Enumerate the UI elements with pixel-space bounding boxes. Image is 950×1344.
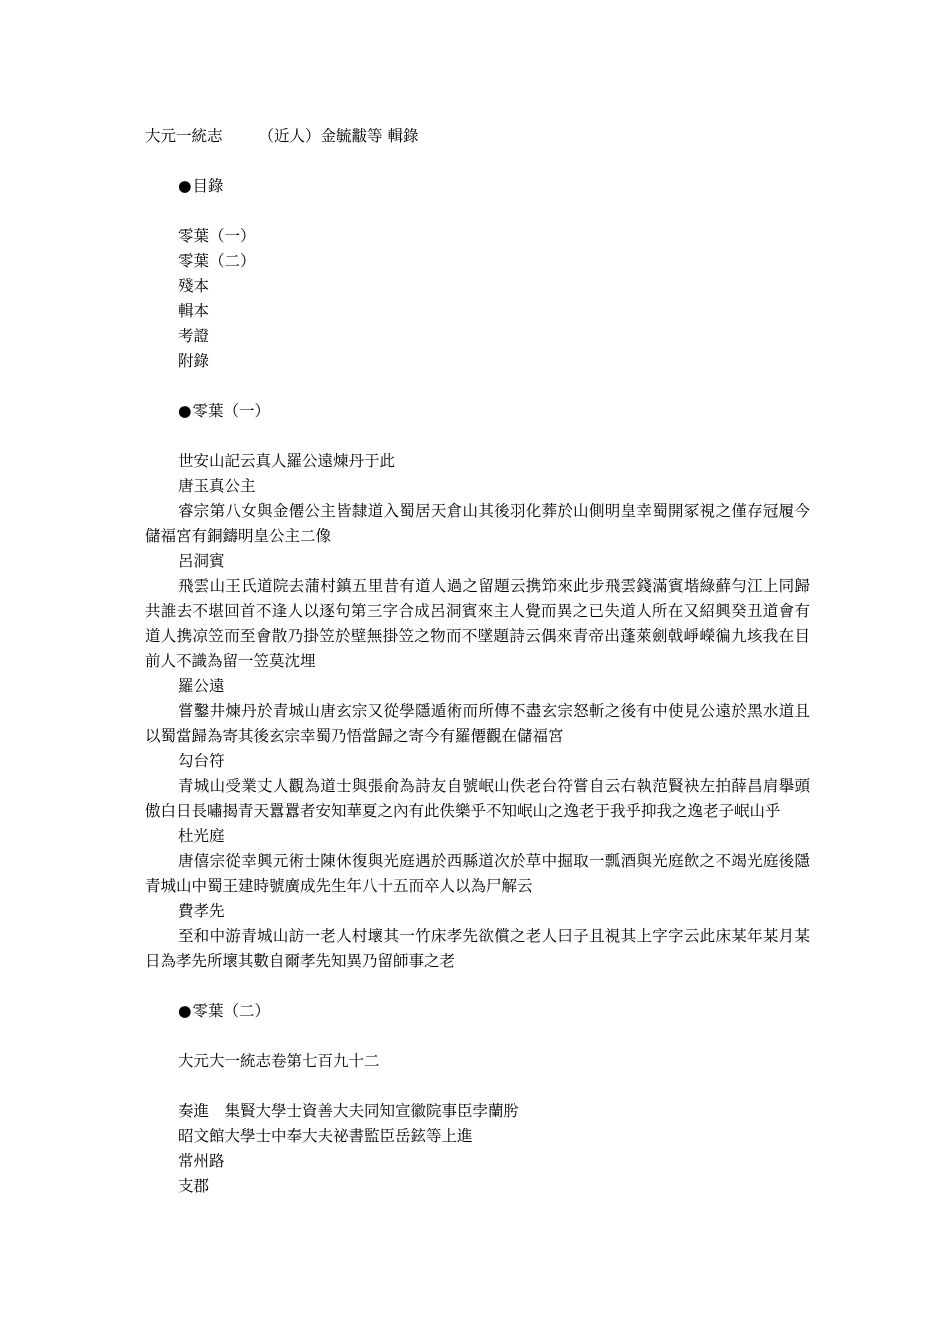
section1-heading: ●零葉（一） (145, 399, 810, 424)
volume-line: 大元大一統志卷第七百九十二 (178, 1052, 380, 1070)
toc-item[interactable]: 考證 (178, 327, 210, 345)
bullet-icon: ● (178, 1002, 192, 1020)
entry-text: 至和中游青城山訪一老人村壞其一竹床孝先欲償之老人曰子且視其上字字云此床某年某月某日為孝先所壞其數自爾孝先知異乃留師事之老 (145, 927, 810, 970)
section1-intro: 世安山記云真人羅公遠煉丹于此 (178, 452, 396, 470)
toc-item[interactable]: 零葉（一） (178, 227, 256, 245)
entry-name: 呂洞賓 (178, 552, 225, 570)
entry-name: 費孝先 (178, 902, 225, 920)
book-title: 大元一統志 (145, 127, 223, 145)
section2-line: 支郡 (178, 1177, 210, 1195)
toc-item[interactable]: 零葉（二） (178, 252, 256, 270)
entry-text: 嘗鑿井煉丹於青城山唐玄宗又從學隱遁術而所傳不盡玄宗怒斬之後有中使見公遠於黑水道且以蜀當歸為寄其後玄宗幸蜀乃悟當歸之寄今有羅僊觀在儲福宮 (145, 702, 810, 745)
bullet-icon: ● (178, 177, 192, 195)
section2-line: 奏進 集賢大學士資善大夫同知宣徽院事臣孛蘭肹 (178, 1102, 520, 1120)
entry-text: 飛雲山王氏道院去蒲村鎮五里昔有道人過之留題云携笻來此步飛雲錢滿賓堦綠蘚勻江上同歸共誰去不堪回首不逢人以逐句第三字合成呂洞賓來主人覺而異之已失道人所在又紹興癸丑道會有道人携凉笠而至會散乃掛笠於壁無掛笠之物而不墜題詩云偶來青帝出蓬萊劍戟崢嶸徧九垓我在目前人不識為留一笠莫沈埋 (145, 577, 810, 670)
entry-text: 唐僖宗從幸興元術士陳休復與光庭遇於西縣道次於草中掘取一瓢酒與光庭飲之不竭光庭後隱青城山中蜀王建時號廣成先生年八十五而卒人以為尸解云 (145, 852, 810, 895)
entry-name: 羅公遠 (178, 677, 225, 695)
document-page (145, 124, 810, 1199)
entry-text: 睿宗第八女與金僊公主皆隸道入蜀居天倉山其後羽化葬於山側明皇幸蜀開冢視之僅存冠履今儲福宮有銅鑄明皇公主二像 (145, 502, 810, 545)
section2-heading: ●零葉（二） (145, 999, 810, 1024)
entry-name: 勾台符 (178, 752, 225, 770)
entry-name: 唐玉真公主 (178, 477, 256, 495)
toc-heading: ●目錄 (145, 174, 810, 199)
section2-line: 常州路 (178, 1152, 225, 1170)
entry-text: 青城山受業丈人觀為道士與張俞為詩友自號岷山佚老台符嘗自云右執范賢袂左拍薛昌肩擧頭傲白日長嘯揭青天囂囂者安知華夏之內有此佚樂乎不知岷山之逸老于我乎抑我之逸老子岷山乎 (145, 777, 810, 820)
bullet-icon: ● (178, 402, 192, 420)
toc-item[interactable]: 輯本 (178, 302, 210, 320)
entry-name: 杜光庭 (178, 827, 225, 845)
toc-item[interactable]: 殘本 (178, 277, 210, 295)
toc-item[interactable]: 附錄 (178, 352, 210, 370)
section2-line: 昭文館大學士中奉大夫祕書監臣岳鉉等上進 (178, 1127, 473, 1145)
title-line (145, 124, 810, 149)
toc-list (145, 224, 810, 374)
author-line: （近人）金毓黻等 輯錄 (258, 127, 419, 145)
